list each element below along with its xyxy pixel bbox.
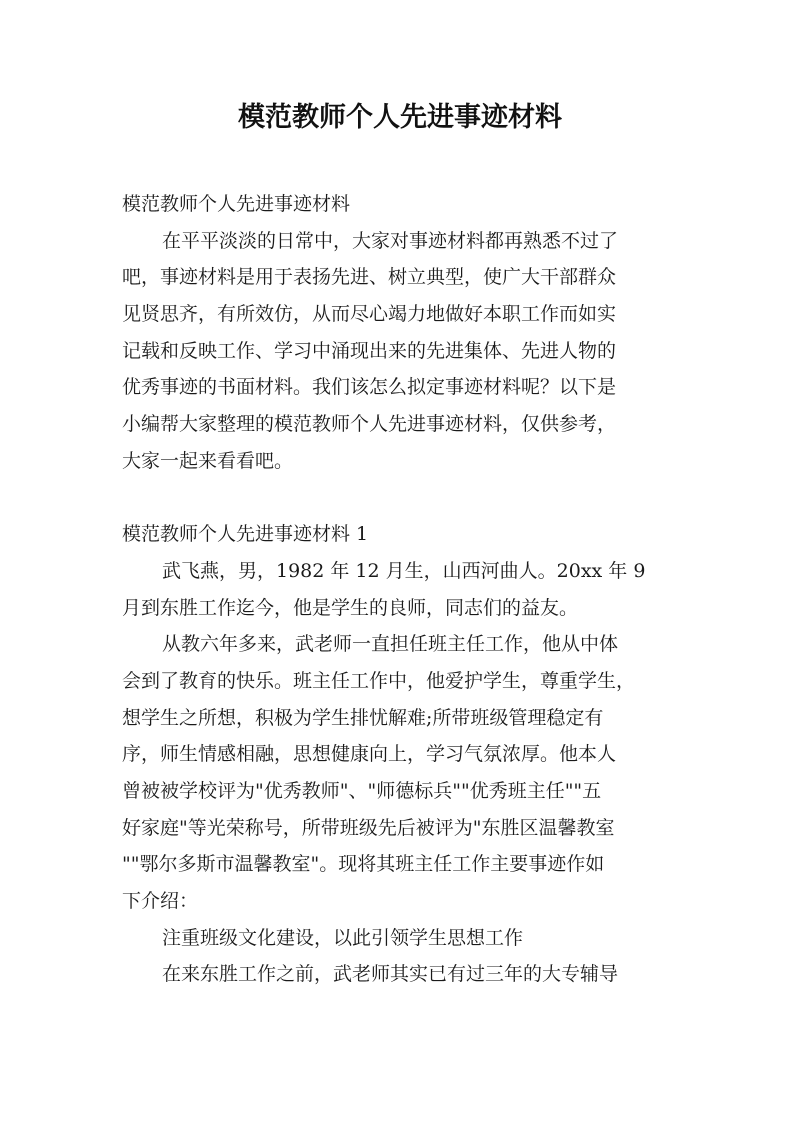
paragraph-line: 曾被被学校评为"优秀教师"、"师德标兵""优秀班主任""五: [122, 780, 602, 802]
paragraph-line: 大家一起来看看吧。: [122, 449, 294, 472]
paragraph-line: 吧，事迹材料是用于表扬先进、树立典型，使广大干部群众: [122, 266, 617, 289]
paragraph-line: 好家庭"等光荣称号，所带班级先后被评为"东胜区温馨教室: [122, 816, 615, 839]
paragraph-line: 下介绍：: [122, 890, 199, 913]
paragraph-line: 想学生之所想，积极为学生排忧解难;所带班级管理稳定有: [122, 706, 604, 729]
paragraph-line: 优秀事迹的书面材料。我们该怎么拟定事迹材料呢？以下是: [122, 376, 617, 399]
paragraph-line: 从教六年多来，武老师一直担任班主任工作，他从中体: [162, 633, 619, 656]
paragraph-line: 在来东胜工作之前，武老师其实已有过三年的大专辅导: [162, 963, 619, 986]
section-heading: 模范教师个人先进事迹材料 1: [122, 523, 369, 546]
paragraph-line: 在平平淡淡的日常中，大家对事迹材料都再熟悉不过了: [162, 229, 619, 252]
paragraph-gap: [122, 480, 688, 517]
document-body: [122, 186, 688, 993]
paragraph-line: ""鄂尔多斯市温馨教室"。现将其班主任工作主要事迹作如: [122, 853, 605, 876]
paragraph-line: 武飞燕，男，1982 年 12 月生，山西河曲人。20xx 年 9: [162, 559, 646, 582]
paragraph-line: 小编帮大家整理的模范教师个人先进事迹材料，仅供参考，: [122, 413, 617, 436]
paragraph-line: 月到东胜工作迄今，他是学生的良师，同志们的益友。: [122, 596, 579, 619]
paragraph-line: 见贤思齐，有所效仿，从而尽心竭力地做好本职工作而如实: [122, 303, 617, 326]
paragraph-line: 序，师生情感相融，思想健康向上，学习气氛浓厚。他本人: [122, 743, 617, 766]
paragraph-line: 会到了教育的快乐。班主任工作中，他爱护学生，尊重学生，: [122, 669, 636, 692]
section-heading: 模范教师个人先进事迹材料: [122, 193, 351, 215]
document-title: 模范教师个人先进事迹材料: [238, 102, 562, 133]
subheading-line: 注重班级文化建设，以此引领学生思想工作: [162, 926, 524, 949]
paragraph-line: 记载和反映工作、学习中涌现出来的先进集体、先进人物的: [122, 339, 617, 362]
